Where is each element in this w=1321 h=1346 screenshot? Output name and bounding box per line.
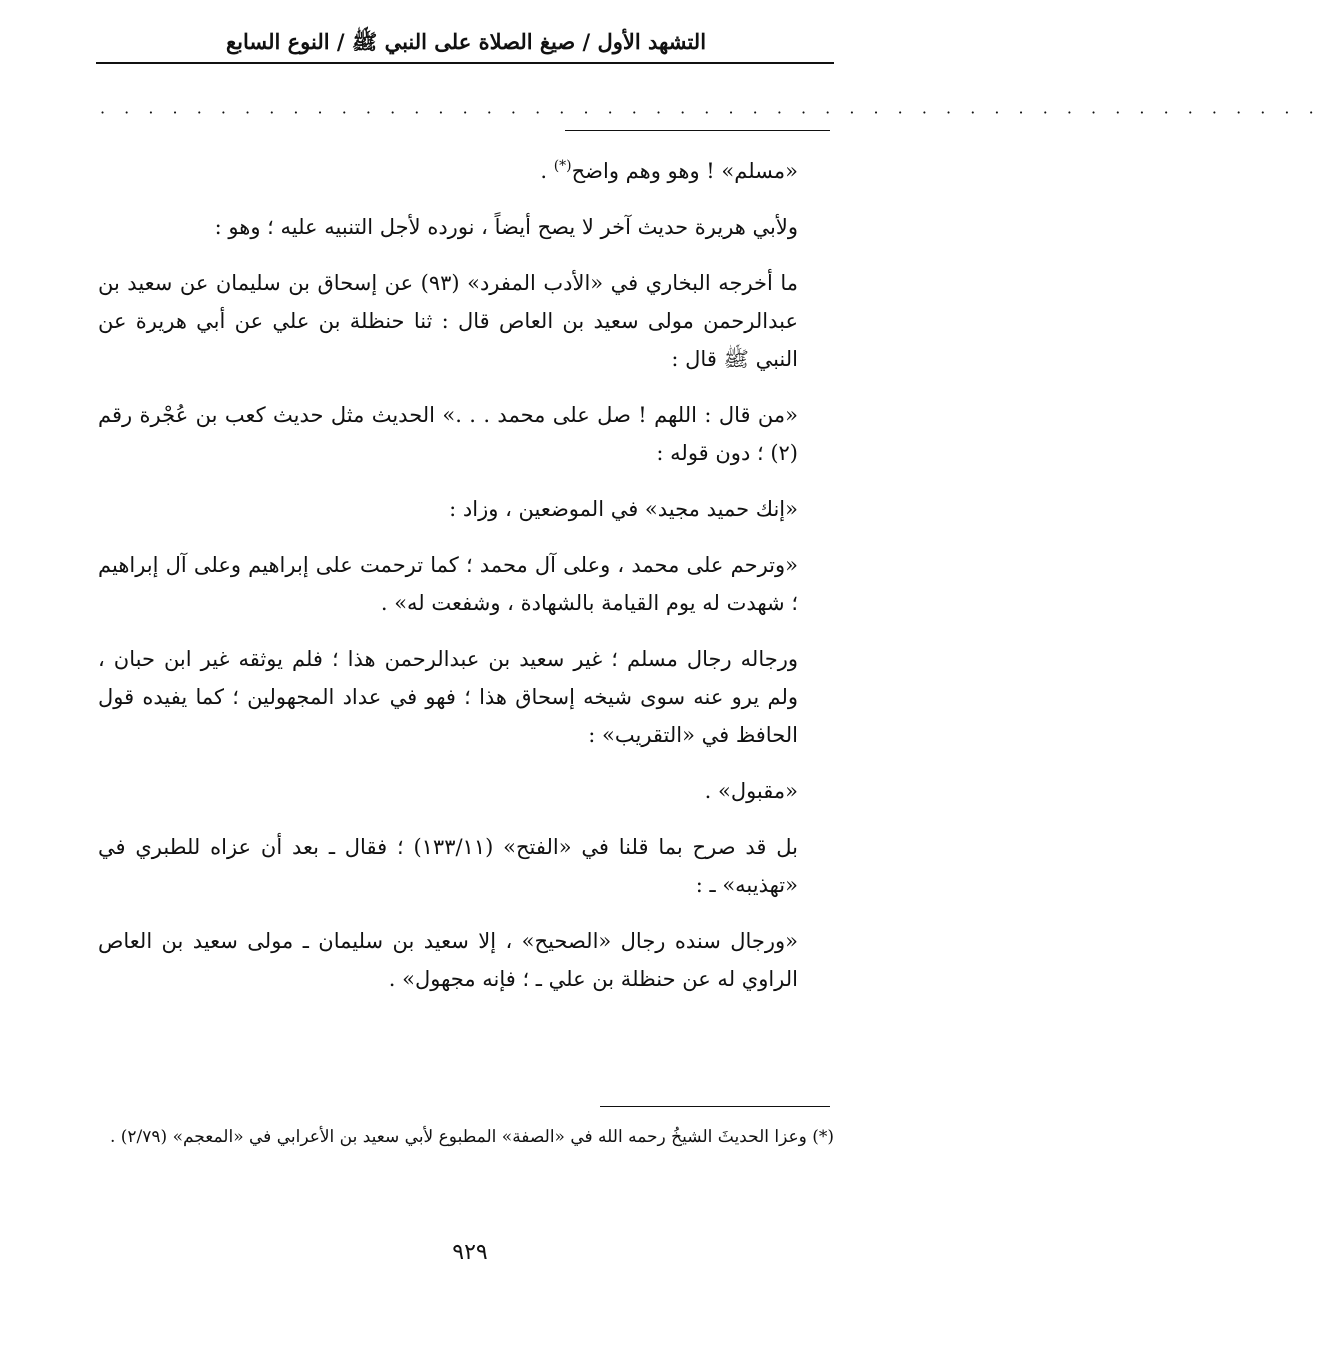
paragraph-6: «وترحم على محمد ، وعلى آل محمد ؛ كما ترحمت على إبراهيم وعلى آل إبراهيم ؛ شهدت له يوم القيامة بالشهادة ، وشفعت له» . (98, 553, 798, 615)
paragraph-9: بل قد صرح بما قلنا في «الفتح» (١٣٣/١١) ؛ فقال ـ بعد أن عزاه للطبري في «تهذيبه» ـ : (98, 835, 798, 897)
footnote-marker: (*) (553, 158, 572, 174)
paragraph-1-text: «مسلم» ! وهو وهم واضح (571, 159, 798, 183)
paragraph-1 (98, 152, 834, 190)
running-header: التشهد الأول / صيغ الصلاة على النبي ﷺ / النوع السابع (225, 29, 707, 54)
paragraph-2: ولأبي هريرة حديث آخر لا يصح أيضاً ، نورده لأجل التنبيه عليه ؛ وهو : (214, 215, 798, 239)
separator-rule (565, 130, 830, 131)
footnote-rule (600, 1106, 830, 1107)
page-number: ٩٢٩ (452, 1240, 488, 1265)
dotted-separator: · · · · · · · · · · · · · · · · · · · · · · · · · · · · · · · · · · · · · · · · · · · · · · · · · · · (100, 103, 1321, 122)
footnote: (*) وعزا الحديثَ الشيخُ رحمه الله في «الصفة» المطبوع لأبي سعيد بن الأعرابي في «المعجم» (٢/٧٩) . (109, 1127, 834, 1147)
paragraph-5: «إنك حميد مجيد» في الموضعين ، وزاد : (449, 497, 798, 521)
paragraph-8: «مقبول» . (704, 779, 798, 803)
paragraph-1-end: . (540, 159, 554, 183)
paragraph-7: ورجاله رجال مسلم ؛ غير سعيد بن عبدالرحمن هذا ؛ فلم يوثقه غير ابن حبان ، ولم يرو عنه سوى شيخه إسحاق هذا ؛ فهو في عداد المجهولين ؛ كما يفيده قول الحافظ في «التقريب» : (98, 647, 798, 747)
header-rule (96, 62, 834, 64)
paragraph-10: «ورجال سنده رجال «الصحيح» ، إلا سعيد بن سليمان ـ مولى سعيد بن العاص الراوي له عن حنظلة بن علي ـ ؛ فإنه مجهول» . (98, 929, 798, 991)
body-text (98, 152, 834, 1016)
paragraph-4: «من قال : اللهم ! صل على محمد . . .» الحديث مثل حديث كعب بن عُجْرة رقم (٢) ؛ دون قوله : (98, 403, 798, 465)
paragraph-3: ما أخرجه البخاري في «الأدب المفرد» (٩٣) عن إسحاق بن سليمان عن سعيد بن عبدالرحمن مولى سعيد بن العاص قال : ثنا حنظلة بن علي عن أبي هريرة عن النبي ﷺ قال : (98, 271, 798, 371)
